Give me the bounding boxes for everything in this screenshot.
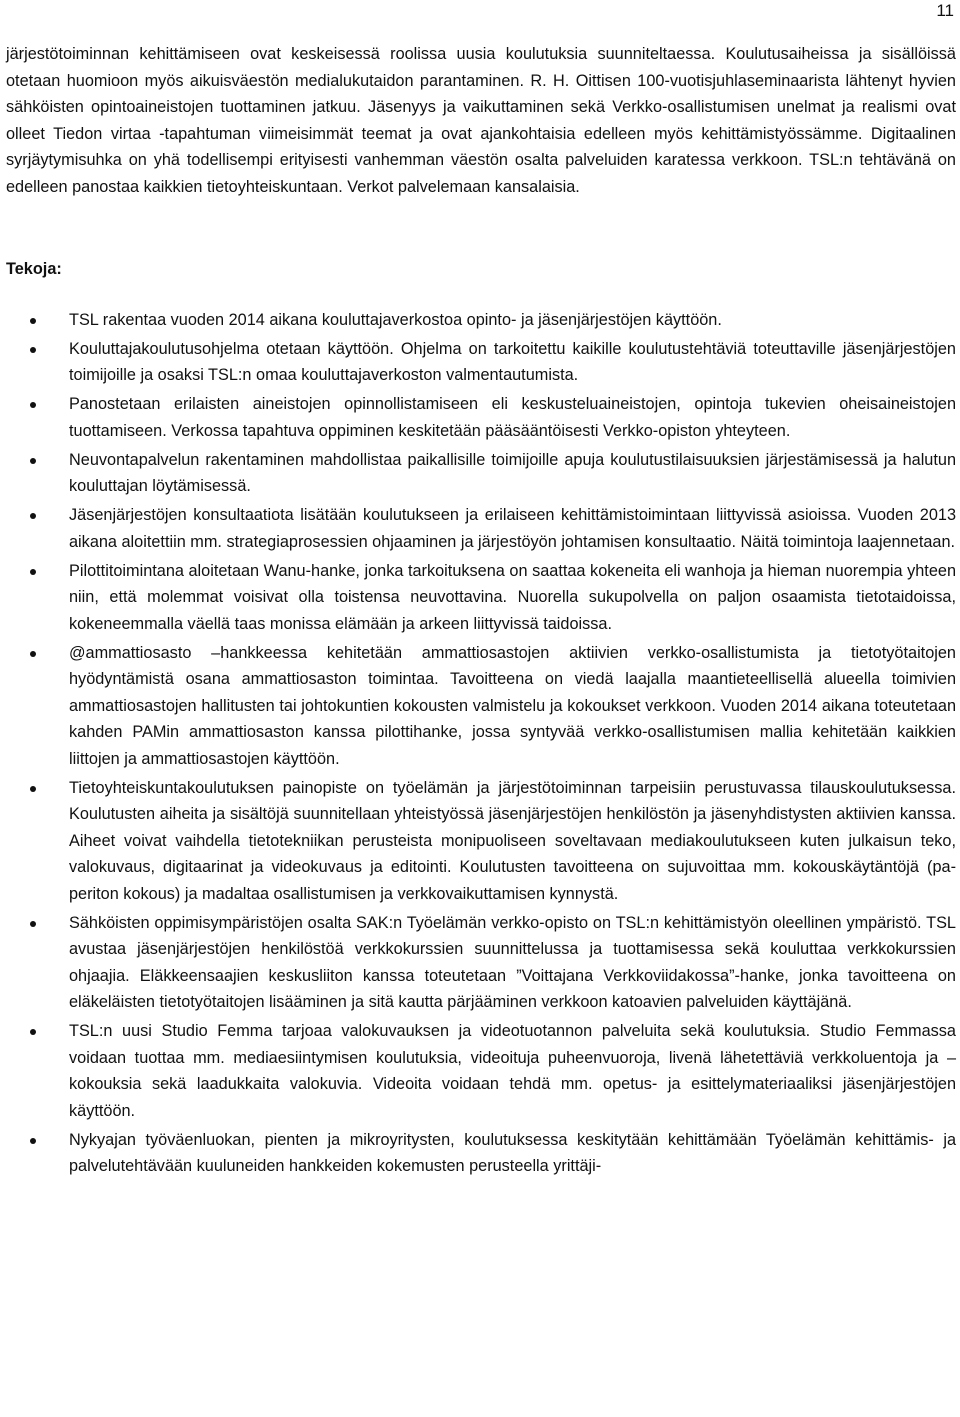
list-item-text: Tietoyhteiskuntakoulutuksen painopiste on työelämän ja järjestötoiminnan tarpeisiin perustuvassa tilauskoulutuksessa. Koulutusten aiheita ja sisältöjä suunnitellaan yhteistyössä jäsenjärjestöjen henkilöstön ja jäsenyhdistysten aktiivien kanssa. Aiheet voivat vaihdella tietotekniikan perusteista monipuoliseen soveltavaan mediakoulutukseen kuten julkaisun teko, valokuvaus, digitaarinat ja videokuvaus ja editointi. Koulutusten tavoitteena on sujuvoittaa mm. kokouskäytäntöjä (paperiton kokous) ja madaltaa osallistumisen ja verkkovaikuttamisen kynnystä. [69, 778, 956, 903]
list-item [6, 502, 956, 555]
bullet-icon [30, 347, 36, 353]
bullet-icon [30, 569, 36, 575]
list-item-text: @ammattiosasto –hankkeessa kehitetään ammattiosastojen aktiivien verkko-osallistumista ja tietotyötaitojen hyödyntämistä osana ammattiosaston toimintaa. Tavoitteena on viedä laajalla maantieteellisellä alueella toimivien ammattiosastojen hallitusten tai johtokuntien kokousten valmistelu ja kokoukset verkkoon. Vuoden 2014 aikana toteutetaan kahden PAMin ammattiosaston kanssa pilottihanke, jossa syntyvää verkko-osallistumisen mallia kehitetään kaikkien liittojen ja ammattiosastojen käyttöön. [69, 643, 956, 768]
section-heading: Tekoja: [6, 260, 62, 278]
list-item [6, 307, 956, 334]
bullet-icon [30, 1029, 36, 1035]
document-body [6, 41, 956, 1182]
list-item [6, 640, 956, 773]
bullet-icon [30, 318, 36, 324]
list-item-text: Pilottitoimintana aloitetaan Wanu-hanke, jonka tarkoituksena on saattaa kokeneita eli wanhoja ja hieman nuorempia yhteen niin, että molemmat voisivat olla toistensa neuvottavina. Nuorella sukupolvella on paljon osaamista tietotaidoissa, kokeneemmalla väellä taas monissa elämään ja arkeen liittyvissä taidoissa. [69, 561, 956, 633]
list-item [6, 391, 956, 444]
bullet-icon [30, 921, 36, 927]
list-item-text: Nykyajan työväenluokan, pienten ja mikroyritysten, koulutuksessa keskitytään kehittämään Työelämän kehittämis- ja palvelutehtävään kuuluneiden hankkeiden kokemusten perusteella yrittäji- [69, 1130, 956, 1175]
list-item-text: Panostetaan erilaisten aineistojen opinnollistamiseen eli keskusteluaineistojen, opintoja tukevien oheisaineistojen tuottamiseen. Verkossa tapahtuva oppiminen keskitetään pääsääntöisesti Verkko-opiston yhteyteen. [69, 395, 956, 440]
bullet-icon [30, 458, 36, 464]
list-item [6, 447, 956, 500]
bullet-icon [30, 1138, 36, 1144]
list-item-text: Neuvontapalvelun rakentaminen mahdollistaa paikallisille toimijoille apuja koulutustilaisuuksien järjestämisessä ja halutun kouluttajan löytämisessä. [69, 450, 956, 495]
bullet-icon [30, 786, 36, 792]
bullet-icon [30, 402, 36, 408]
list-item-text: Kouluttajakoulutusohjelma otetaan käyttöön. Ohjelma on tarkoitettu kaikille koulutustehtäviä toteuttaville jäsenjärjestöjen toimijoille ja osaksi TSL:n omaa kouluttajaverkoston valmentautumista. [69, 339, 956, 384]
bullet-icon [30, 513, 36, 519]
bullet-icon [30, 651, 36, 657]
list-item-text: TSL:n uusi Studio Femma tarjoaa valokuvauksen ja videotuotannon palveluita sekä koulutuksia. Studio Femmassa voidaan tuottaa mm. mediaesiintymisen koulutuksia, videoituja puheenvuoroja, livenä lähetettäviä verkkoluentoja ja –kokouksia sekä laadukkaita valokuvia. Videoita voidaan tehdä mm. opetus- ja esittelymateriaaliksi jäsenjärjestöjen käyttöön. [69, 1022, 956, 1120]
list-item [6, 336, 956, 389]
list-item-text: TSL rakentaa vuoden 2014 aikana kouluttajaverkostoa opinto- ja jäsenjärjestöjen käyttöön. [69, 310, 722, 329]
list-item [6, 775, 956, 908]
list-item-text: Jäsenjärjestöjen konsultaatiota lisätään koulutukseen ja erilaiseen kehittämistoimintaan liittyvissä asioissa. Vuoden 2013 aikana aloitettiin mm. strategiaprosessien ohjaaminen ja järjestöyön johtamisen konsultaatio. Näitä toimintoja laajennetaan. [69, 506, 956, 551]
list-item [6, 558, 956, 638]
list-item-text: Sähköisten oppimisympäristöjen osalta SAK:n Työelämän verkko-opisto on TSL:n kehittämistyön oleellinen ympäristö. TSL avustaa jäsenjärjestöjen henkilöstöä verkkokurssien suunnittelussa ja tuottamisessa sekä kouluttaa verkkokurssien ohjaajia. Eläkkeensaajien keskusliiton kanssa toteutetaan ”Voittajana Verkkoviidakossa”-hanke, jonka tavoitteena on eläkeläisten tietotyötaitojen lisääminen ja sitä kautta pärjääminen verkkoon katoavien palveluiden käyttäjänä. [69, 913, 956, 1011]
bullet-list [6, 307, 956, 1180]
intro-paragraph: järjestötoiminnan kehittämiseen ovat keskeisessä roolissa uusia koulutuksia suunniteltaessa. Koulutusaiheissa ja sisällöissä otetaan huomioon myös aikuisväestön medialukutaidon parantaminen. R. H. Oittisen 100-vuotisjuhlaseminaarista lähtenyt hyvien sähköisten opintoaineistojen tuottaminen jatkuu. Jäsenyys ja vaikuttaminen sekä Verkko-osallistumisen unelmat ja realismi ovat olleet Tiedon virtaa -tapahtuman viimeisimmät teemat ja ovat ajankohtaisia edelleen myös kehittämistyössämme. Digitaalinen syrjäytymisuhka on yhä todellisempi erityisesti vanhemman väestön osalta palveluiden karatessa verkkoon. TSL:n tehtävänä on edelleen panostaa kaikkien tietoyhteiskuntaan. Verkot palvelemaan kansalaisia. [6, 45, 956, 196]
list-item [6, 1018, 956, 1124]
page-number: 11 [936, 1, 954, 20]
list-item [6, 910, 956, 1016]
list-item [6, 1127, 956, 1180]
